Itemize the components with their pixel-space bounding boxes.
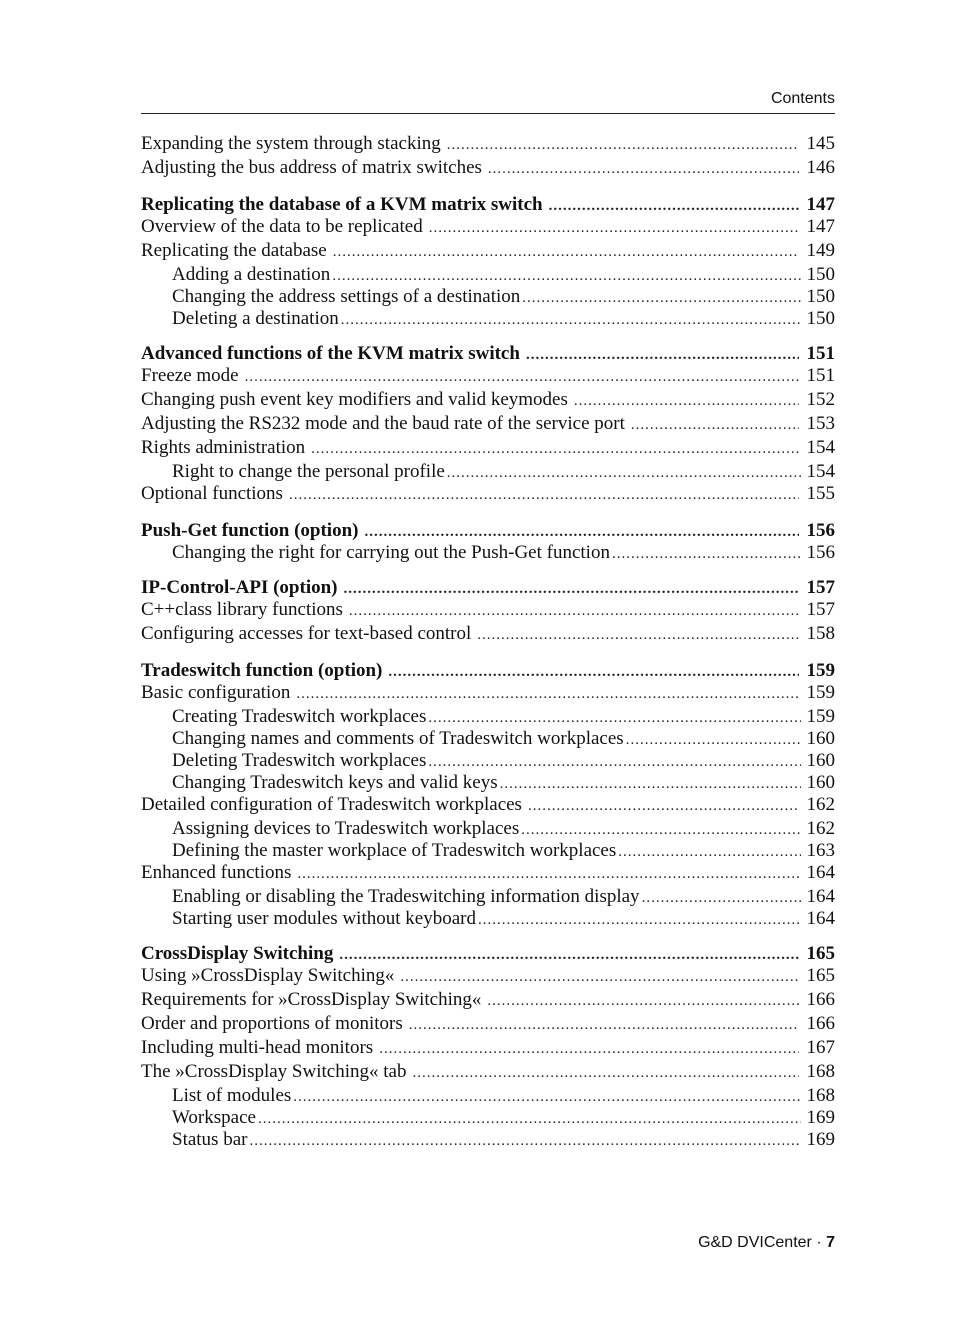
toc-entry-title: Replicating the database [141,240,327,261]
dot-leader [428,707,801,729]
toc-entry[interactable] [141,308,835,330]
toc-entry[interactable] [141,1037,835,1061]
dot-leader [526,344,799,366]
toc-entry[interactable] [141,286,835,308]
toc-entry-title: Adjusting the RS232 mode and the baud rate of the service port [141,413,625,434]
toc-entry[interactable] [141,1085,835,1107]
dot-leader [447,462,801,484]
dot-leader [344,578,799,600]
toc-entry-page: 159 [806,660,835,681]
toc-entry-page: 167 [806,1037,835,1058]
toc-entry-page: 151 [806,365,835,386]
dot-leader [341,309,801,331]
dot-leader [478,909,801,931]
toc-entry-page: 149 [806,240,835,261]
dot-leader [258,1108,801,1130]
toc-entry-page: 146 [806,157,835,178]
toc-entry-page: 150 [806,308,835,329]
toc-entry-page: 168 [806,1085,835,1106]
dot-leader [333,241,799,263]
toc-entry-title: Detailed configuration of Tradeswitch workplaces [141,794,522,815]
toc-entry[interactable] [141,1129,835,1151]
toc-entry-page: 162 [806,818,835,839]
toc-entry[interactable] [141,818,835,840]
toc-entry[interactable] [141,577,835,599]
dot-leader [332,265,801,287]
toc-entry-page: 145 [806,133,835,154]
toc-entry-title: Rights administration [141,437,306,458]
toc-entry-page: 150 [806,286,835,307]
toc-entry-title: Right to change the personal profile [172,461,445,482]
toc-entry[interactable] [141,682,835,706]
toc-entry-title: Overview of the data to be replicated [141,216,423,237]
toc-entry-title: Freeze mode [141,365,239,386]
dot-leader [500,773,801,795]
toc-entry-title: Status bar [172,1129,248,1150]
toc-entry[interactable] [141,623,835,647]
toc-entry[interactable] [141,1107,835,1129]
toc-entry[interactable] [141,908,835,930]
toc-entry-title: Creating Tradeswitch workplaces [172,706,427,727]
toc-entry-page: 164 [806,862,835,883]
dot-leader [249,1130,801,1152]
toc-entry-title: IP-Control-API (option) [141,577,338,598]
dot-leader [245,366,799,388]
dot-leader [364,521,799,543]
toc-entry-page: 165 [806,965,835,986]
toc-entry-title: The »CrossDisplay Switching« tab [141,1061,407,1082]
dot-leader [477,624,799,646]
toc-entry-title: Assigning devices to Tradeswitch workplaces [172,818,520,839]
dot-leader [296,683,799,705]
dot-leader [412,1062,799,1084]
running-header [141,88,835,114]
toc-entry-page: 155 [806,483,835,504]
toc-entry-page: 158 [806,623,835,644]
toc-entry[interactable] [141,365,835,389]
toc-entry-title: Basic configuration [141,682,291,703]
toc-entry[interactable] [141,343,835,365]
toc-entry[interactable] [141,461,835,483]
toc-entry[interactable] [141,437,835,461]
toc-entry[interactable] [141,1061,835,1085]
dot-leader [409,1014,799,1036]
footer-separator: · [811,1234,827,1251]
toc-entry[interactable] [141,943,835,965]
toc-entry-page: 165 [806,943,835,964]
toc-entry-title: Defining the master workplace of Tradeswitch workplaces [172,840,617,861]
toc-entry-title: Deleting a destination [172,308,339,329]
toc-entry[interactable] [141,886,835,908]
toc-entry[interactable] [141,264,835,286]
toc-entry-title: Adding a destination [172,264,331,285]
dot-leader [549,195,799,217]
header-title: Contents [770,90,835,107]
toc-entry-page: 160 [806,750,835,771]
toc-entry[interactable] [141,216,835,240]
toc-entry[interactable] [141,389,835,413]
toc-entry[interactable] [141,413,835,437]
toc-entry-title: Using »CrossDisplay Switching« [141,965,395,986]
toc-entry[interactable] [141,989,835,1013]
dot-leader [349,600,799,622]
dot-leader [379,1038,799,1060]
toc-entry-title: Replicating the database of a KVM matrix switch [141,194,543,215]
toc-entry-page: 159 [806,682,835,703]
toc-entry-title: C++class library functions [141,599,343,620]
toc-entry-page: 147 [806,194,835,215]
dot-leader [488,158,799,180]
toc-entry-page: 162 [806,794,835,815]
toc-entry-page: 156 [806,520,835,541]
dot-leader [618,841,801,863]
toc-entry[interactable] [141,660,835,682]
toc-entry[interactable] [141,750,835,772]
toc-entry-title: Advanced functions of the KVM matrix switch [141,343,520,364]
toc-entry-title: Adjusting the bus address of matrix switches [141,157,482,178]
toc-entry[interactable] [141,728,835,750]
dot-leader [429,217,799,239]
page-number: 7 [826,1234,835,1251]
toc-entry-page: 154 [806,437,835,458]
toc-entry-page: 152 [806,389,835,410]
toc-entry-title: Enabling or disabling the Tradeswitching information display [172,886,640,907]
dot-leader [487,990,799,1012]
toc-entry-title: Changing the address settings of a destination [172,286,521,307]
dot-leader [400,966,799,988]
toc-entry-page: 166 [806,1013,835,1034]
dot-leader [339,944,799,966]
toc-entry-title: Push-Get function (option) [141,520,359,541]
toc-entry-title: Expanding the system through stacking [141,133,441,154]
toc-entry[interactable] [141,520,835,542]
toc-entry-page: 154 [806,461,835,482]
toc-entry-title: Order and proportions of monitors [141,1013,403,1034]
toc-entry[interactable] [141,599,835,623]
toc-entry[interactable] [141,772,835,794]
toc-entry[interactable] [141,240,835,264]
dot-leader [631,414,799,436]
toc-entry-page: 168 [806,1061,835,1082]
toc-entry-page: 151 [806,343,835,364]
toc-entry-page: 166 [806,989,835,1010]
toc-entry[interactable] [141,133,835,157]
toc-entry-title: Changing push event key modifiers and valid keymodes [141,389,568,410]
toc-entry[interactable] [141,965,835,989]
toc-entry-page: 150 [806,264,835,285]
dot-leader [528,795,799,817]
toc-entry-title: Workspace [172,1107,256,1128]
toc-entry-page: 160 [806,772,835,793]
toc-entry-title: Changing Tradeswitch keys and valid keys [172,772,498,793]
dot-leader [522,287,801,309]
toc-entry-title: Deleting Tradeswitch workplaces [172,750,427,771]
toc-entry-title: Configuring accesses for text-based control [141,623,472,644]
toc-entry[interactable] [141,542,835,564]
dot-leader [521,819,801,841]
toc-entry-page: 169 [806,1129,835,1150]
toc-entry-page: 159 [806,706,835,727]
toc-entry-title: List of modules [172,1085,292,1106]
dot-leader [311,438,799,460]
toc-entry[interactable] [141,1013,835,1037]
toc-entry-title: Changing names and comments of Tradeswitch workplaces [172,728,624,749]
toc-entry-page: 157 [806,599,835,620]
toc-entry-page: 169 [806,1107,835,1128]
toc-entry-title: Including multi-head monitors [141,1037,374,1058]
toc-entry-page: 164 [806,886,835,907]
page-footer [698,1234,835,1252]
toc-entry-title: Changing the right for carrying out the Push-Get function [172,542,610,563]
toc-entry-page: 147 [806,216,835,237]
toc-entry-title: Requirements for »CrossDisplay Switching« [141,989,482,1010]
dot-leader [612,543,801,565]
toc-entry[interactable] [141,194,835,216]
dot-leader [388,661,799,683]
toc-entry-title: CrossDisplay Switching [141,943,334,964]
toc-entry-page: 164 [806,908,835,929]
toc-entry[interactable] [141,794,835,818]
footer-doc-name: G&D DVICenter [698,1234,812,1251]
toc-entry-title: Enhanced functions [141,862,292,883]
toc-entry-title: Starting user modules without keyboard [172,908,476,929]
dot-leader [642,887,801,909]
dot-leader [293,1086,801,1108]
toc-entry-page: 160 [806,728,835,749]
toc-entry-page: 156 [806,542,835,563]
toc-entry-page: 157 [806,577,835,598]
dot-leader [626,729,801,751]
dot-leader [574,390,799,412]
toc-entry[interactable] [141,483,835,507]
toc-entry[interactable] [141,157,835,181]
dot-leader [297,863,799,885]
table-of-contents [141,133,835,1151]
toc-entry[interactable] [141,706,835,728]
dot-leader [428,751,801,773]
toc-entry-title: Optional functions [141,483,283,504]
dot-leader [289,484,799,506]
toc-entry[interactable] [141,840,835,862]
toc-entry[interactable] [141,862,835,886]
toc-entry-page: 153 [806,413,835,434]
toc-entry-page: 163 [806,840,835,861]
dot-leader [447,134,799,156]
toc-entry-title: Tradeswitch function (option) [141,660,383,681]
